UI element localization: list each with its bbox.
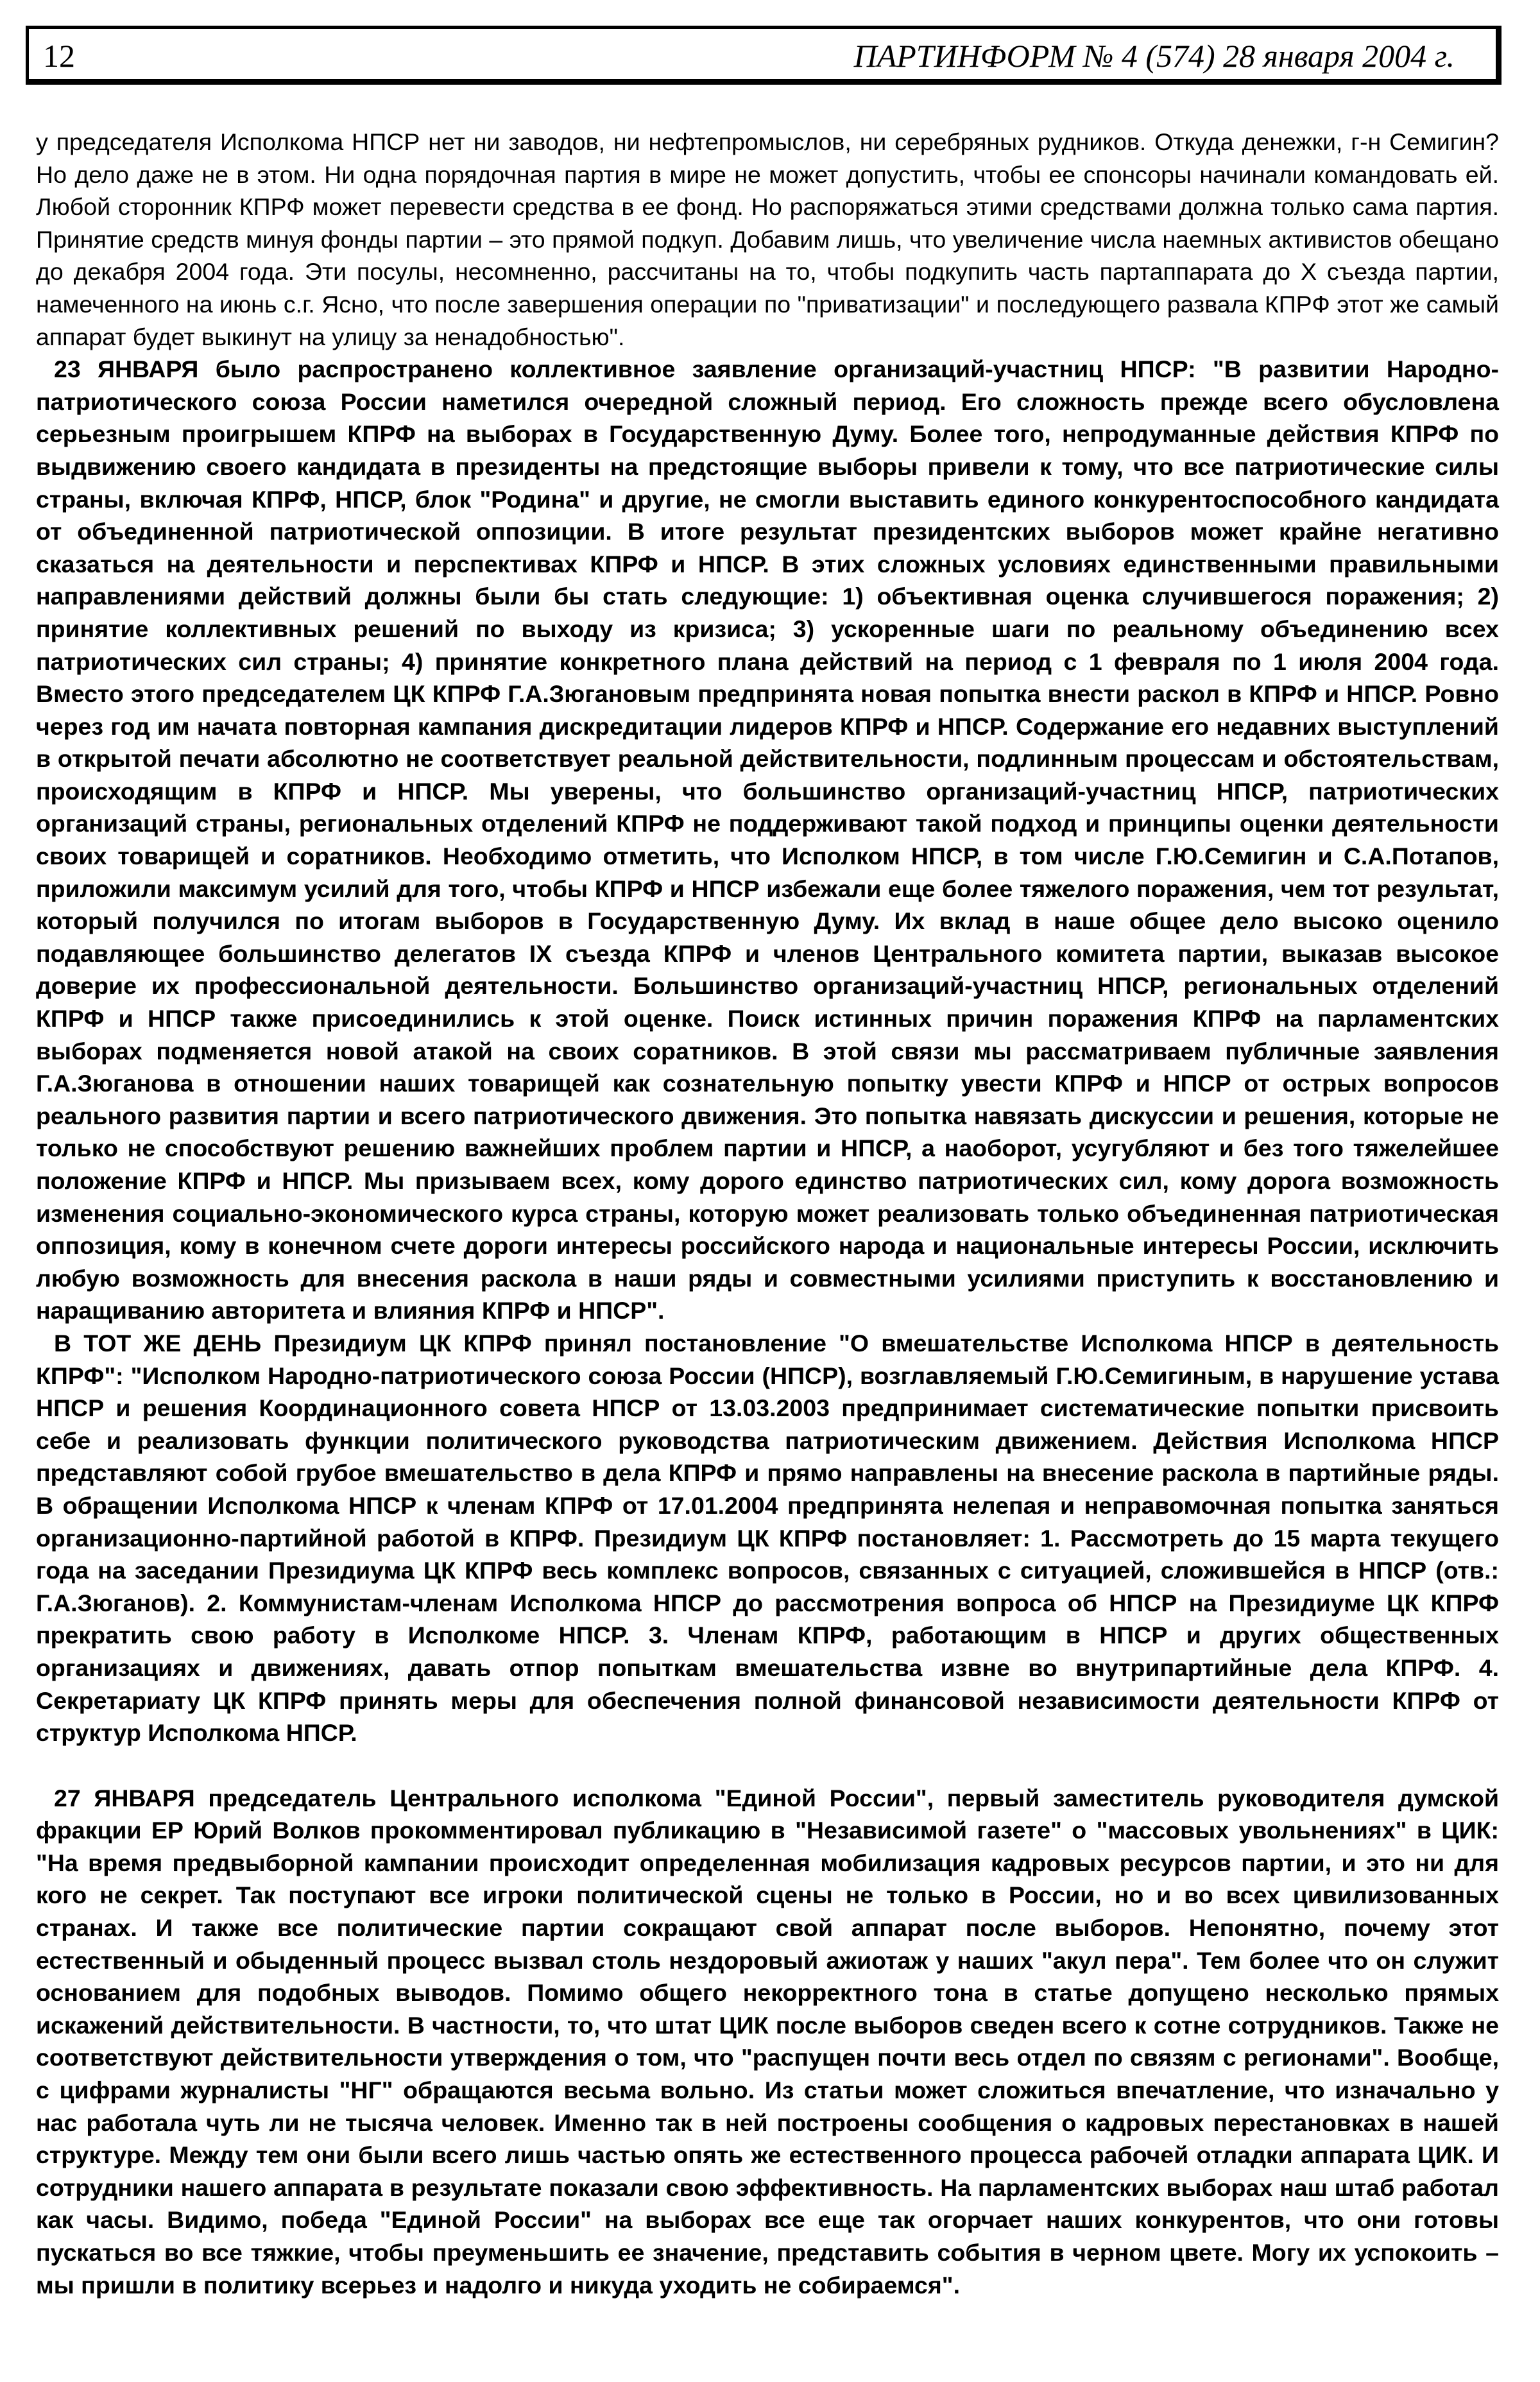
paragraph-jan-27-comment: 27 ЯНВАРЯ председатель Центрального исполкома "Единой России", первый заместитель руководителя думской фракции ЕР Юрий Волков прокомментировал публикацию в "Независимой газете" о "массовых увольнениях" в ЦИК: "На время предвыборной кампании происходит определенная мобилизация кадровых ресурсов партии, и это ни для кого не секрет. Так поступают все игроки политической сцены не только в России, но и во всех цивилизованных странах. И также все политические партии сокращают свой аппарат после выборов. Непонятно, почему этот естественный и обыденный процесс вызвал столь нездоровый ажиотаж у наших "акул пера". Тем более что он служит основанием для подобных выводов. Помимо общего некорректного тона в статье допущено несколько прямых искажений действительности. В частности, то, что штат ЦИК после выборов сведен всего к сотне сотрудников. Также не соответствуют действительности утверждения о том, что "распущен почти весь отдел по связям с регионами". Вообще, с цифрами журналисты "НГ" обращаются весьма вольно. Из статьи может сложиться впечатление, что изначально у нас работала чуть ли не тысяча человек. Именно так в ней построены сообщения о кадровых перестановках в нашей структуре. Между тем они были всего лишь частью опять же естественного процесса рабочей отладки аппарата ЦИК. И сотрудники нашего аппарата в результате показали свою эффективность. На парламентских выборах наш штаб работал как часы. Видимо, победа "Единой России" на выборах все еще так огорчает наших конкурентов, что они готовы пускаться во все тяжкие, чтобы преуменьшить ее значение, представить события в черном цвете. Могу их успокоить – мы пришли в политику всерьез и надолго и никуда уходить не собираемся". <box>36 1784 1499 2299</box>
paragraph-intro: у председателя Исполкома НПСР нет ни заводов, ни нефтепромыслов, ни серебряных рудников. Откуда денежки, г-н Семигин? Но дело даже не в этом. Ни одна порядочная партия в мире не может допустить, чтобы ее спонсоры начинали командовать ей. Любой сторонник КПРФ может перевести средства в ее фонд. Но распоряжаться этими средствами должна только сама партия. Принятие средств минуя фонды партии – это прямой подкуп. Добавим лишь, что увеличение числа наемных активистов обещано до декабря 2004 года. Эти посулы, несомненно, рассчитаны на то, чтобы подкупить часть партаппарата до X съезда партии, намеченного на июнь с.г. Ясно, что после завершения операции по "приватизации" и последующего развала КПРФ этот же самый аппарат будет выкинут на улицу за ненадобностью". <box>36 128 1499 350</box>
page-header <box>26 26 1502 85</box>
issue-title: ПАРТИНФОРМ № 4 (574) 28 января 2004 г. <box>853 38 1455 74</box>
paragraph-jan-23-statement: 23 ЯНВАРЯ было распространено коллективное заявление организаций-участниц НПСР: "В развитии Народно-патриотического союза России наметился очередной сложный период. Его сложность прежде всего обусловлена серьезным проигрышем КПРФ на выборах в Государственную Думу. Более того, непродуманные действия КПРФ по выдвижению своего кандидата в президенты на предстоящие выборы привели к тому, что все патриотические силы страны, включая КПРФ, НПСР, блок "Родина" и другие, не смогли выставить единого конкурентоспособного кандидата от объединенной патриотической оппозиции. В итоге результат президентских выборов может крайне негативно сказаться на деятельности и перспективах КПРФ и НПСР. В этих сложных условиях единственными правильными направлениями действий должны были бы стать следующие: 1) объективная оценка случившегося поражения; 2) принятие коллективных решений по выходу из кризиса; 3) ускоренные шаги по реальному объединению всех патриотических сил страны; 4) принятие конкретного плана действий на период с 1 февраля по 1 июля 2004 года. Вместо этого председателем ЦК КПРФ Г.А.Зюгановым предпринята новая попытка внести раскол в КПРФ и НПСР. Ровно через год им начата повторная кампания дискредитации лидеров КПРФ и НПСР. Содержание его недавних выступлений в открытой печати абсолютно не соответствует реальной действительности, подлинным процессам и обстоятельствам, происходящим в КПРФ и НПСР. Мы уверены, что большинство организаций-участниц НПСР, патриотических организаций страны, региональных отделений КПРФ не поддерживают такой подход и принципы оценки деятельности своих товарищей и соратников. Необходимо отметить, что Исполком НПСР, в том числе Г.Ю.Семигин и С.А.Потапов, приложили максимум усилий для того, чтобы КПРФ и НПСР избежали еще более тяжелого поражения, чем тот результат, который получился по итогам выборов в Государственную Думу. Их вклад в наше общее дело высоко оценило подавляющее большинство делегатов IX съезда КПРФ и членов Центрального комитета партии, выказав высокое доверие их профессиональной деятельности. Большинство организаций-участниц НПСР, региональных отделений КПРФ и НПСР также присоединились к этой оценке. Поиск истинных причин поражения КПРФ на парламентских выборах подменяется новой атакой на своих соратников. В этой связи мы рассматриваем публичные заявления Г.А.Зюганова в отношении наших товарищей как сознательную попытку увести КПРФ и НПСР от острых вопросов реального развития партии и всего патриотического движения. Это попытка навязать дискуссии и решения, которые не только не способствуют решению важнейших проблем партии и НПСР, а наоборот, усугубляют и без того тяжелейшее положение КПРФ и НПСР. Мы призываем всех, кому дорого единство патриотических сил, кому дорога возможность изменения социально-экономического курса страны, которую может реализовать только объединенная патриотическая оппозиция, кому в конечном счете дороги интересы российского народа и национальные интересы России, исключить любую возможность для внесения раскола в наши ряды и совместными усилиями приступить к восстановлению и наращиванию авторитета и влияния КПРФ и НПСР". <box>36 356 1499 1324</box>
article-body <box>36 126 1499 2301</box>
paragraph-same-day-resolution: В ТОТ ЖЕ ДЕНЬ Президиум ЦК КПРФ принял постановление "О вмешательстве Исполкома НПСР в деятельность КПРФ": "Исполком Народно-патриотического союза России (НПСР), возглавляемый Г.Ю.Семигиным, в нарушение устава НПСР и решения Координационного совета НПСР от 13.03.2003 предпринимает систематические попытки присвоить себе и реализовать функции политического руководства патриотическим движением. Действия Исполкома НПСР представляют собой грубое вмешательство в дела КПРФ и прямо направлены на внесение раскола в партийные ряды. В обращении Исполкома НПСР к членам КПРФ от 17.01.2004 предпринята нелепая и неправомочная попытка заняться организационно-партийной работой в КПРФ. Президиум ЦК КПРФ постановляет: 1. Рассмотреть до 15 марта текущего года на заседании Президиума ЦК КПРФ весь комплекс вопросов, связанных с ситуацией, сложившейся в НПСР (отв.: Г.А.Зюганов). 2. Коммунистам-членам Исполкома НПСР до рассмотрения вопроса об НПСР на Президиуме ЦК КПРФ прекратить свою работу в Исполкоме НПСР. 3. Членам КПРФ, работающим в НПСР и других общественных организациях и движениях, давать отпор попыткам вмешательства извне во внутрипартийные дела КПРФ. 4. Секретариату ЦК КПРФ принять меры для обеспечения полной финансовой независимости деятельности КПРФ от структур Исполкома НПСР. <box>36 1329 1499 1747</box>
page-number: 12 <box>43 38 75 74</box>
